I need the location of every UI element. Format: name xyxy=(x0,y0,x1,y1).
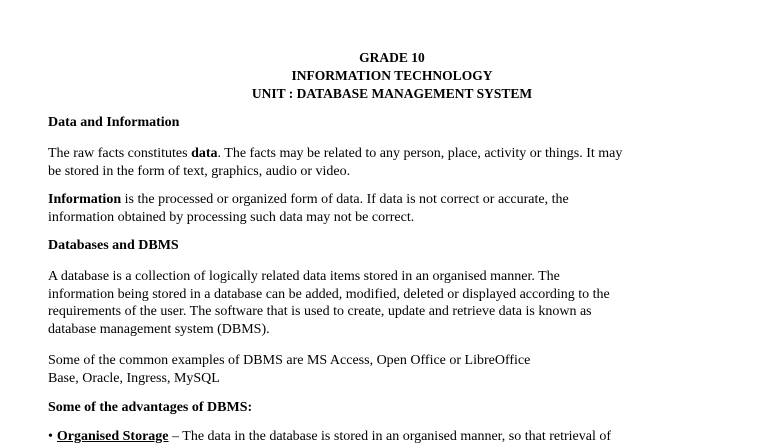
paragraph-line: Base, Oracle, Ingress, MySQL xyxy=(48,370,220,386)
paragraph-line: be stored in the form of text, graphics, audio or video. xyxy=(48,163,351,179)
paragraph-database-definition xyxy=(48,268,748,338)
subject-title: INFORMATION TECHNOLOGY xyxy=(291,68,493,83)
term-data: data xyxy=(191,146,218,161)
advantage-label: Organised Storage xyxy=(56,429,169,444)
paragraph-line: Some of the common examples of DBMS are MS Access, Open Office or LibreOffice xyxy=(48,353,531,368)
paragraph-information xyxy=(48,191,748,226)
paragraph-data xyxy=(48,145,748,180)
paragraph-line: The raw facts constitutes data. The facts may be related to any person, place, activity or things. It may xyxy=(48,146,623,161)
paragraph-line: requirements of the user. The software that is used to create, update and retrieve data is known as xyxy=(48,304,592,319)
term-information: Information xyxy=(48,192,122,207)
advantage-text: – The data in the database is stored in an organised manner, so that retrieval of xyxy=(168,429,612,444)
list-item xyxy=(48,428,748,446)
unit-title: UNIT : DATABASE MANAGEMENT SYSTEM xyxy=(251,86,533,101)
heading-databases-and-dbms: Databases and DBMS xyxy=(48,238,179,253)
paragraph-line: Information is the processed or organized form of data. If data is not correct or accurate, the xyxy=(48,192,569,207)
advantages-list xyxy=(48,428,748,446)
paragraph-line: A database is a collection of logically related data items stored in an organised manner. The xyxy=(48,269,560,284)
paragraph-line: information obtained by processing such data may not be correct. xyxy=(48,209,415,225)
paragraph-line: information being stored in a database can be added, modified, deleted or displayed according to the xyxy=(48,286,610,302)
heading-advantages: Some of the advantages of DBMS: xyxy=(48,400,253,415)
paragraph-line: database management system (DBMS). xyxy=(48,321,270,337)
heading-data-and-information: Data and Information xyxy=(48,115,180,130)
paragraph-dbms-examples xyxy=(48,352,748,387)
grade-title: GRADE 10 xyxy=(359,50,425,65)
